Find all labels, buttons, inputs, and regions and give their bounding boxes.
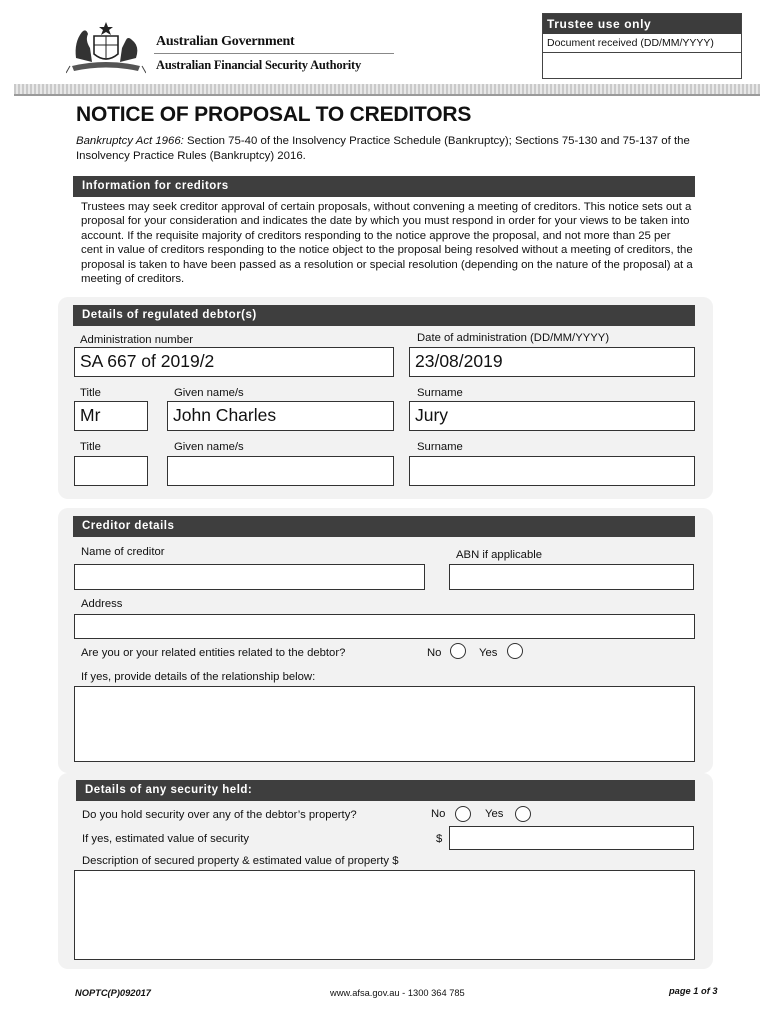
abn-field[interactable] (449, 564, 694, 590)
debtor1-title-value: Mr (80, 405, 101, 425)
header-divider (154, 53, 394, 54)
agency-name: Australian Financial Security Authority (156, 58, 362, 72)
form-code: NOPTC(P)092017 (75, 988, 151, 998)
page-number: page 1 of 3 (669, 986, 718, 996)
admin-number-label: Administration number (80, 334, 194, 346)
security-no-radio[interactable] (455, 806, 471, 822)
admin-date-value: 23/08/2019 (415, 351, 503, 371)
security-yes-label: Yes (485, 808, 504, 820)
coat-of-arms-icon (66, 18, 146, 76)
security-question: Do you hold security over any of the debtor’s property? (82, 809, 357, 821)
act-sections: Section 75-40 of the Insolvency Practice Schedule (Bankruptcy); Sections 75-130 and 75-137 of the Insolvency Practice Rules (Bankruptcy) 2016. (76, 135, 690, 162)
debtor1-given-value: John Charles (173, 405, 277, 425)
debtor-section-heading: Details of regulated debtor(s) (73, 305, 695, 326)
act-name: Bankruptcy Act 1966: (76, 135, 184, 147)
address-label: Address (81, 598, 123, 610)
related-question: Are you or your related entities related to the debtor? (81, 647, 346, 659)
header-banner-line (14, 94, 760, 96)
debtor2-given-field[interactable] (167, 456, 394, 486)
debtor2-surname-label: Surname (417, 441, 463, 453)
address-field[interactable] (74, 614, 695, 639)
debtor1-given-field[interactable] (167, 401, 394, 431)
debtor1-title-field[interactable] (74, 401, 148, 431)
form-legislation (76, 134, 696, 164)
admin-date-field[interactable] (409, 347, 695, 377)
trustee-use-heading: Trustee use only (543, 14, 741, 34)
document-received-label: Document received (DD/MM/YYYY) (543, 34, 741, 53)
estimated-value-currency: $ (436, 833, 443, 845)
debtor2-title-field[interactable] (74, 456, 148, 486)
admin-date-label: Date of administration (DD/MM/YYYY) (417, 332, 610, 344)
header-banner (14, 84, 760, 94)
secured-property-field[interactable] (74, 870, 695, 960)
creditor-name-label: Name of creditor (81, 546, 165, 558)
security-yes-radio[interactable] (515, 806, 531, 822)
debtor1-title-label: Title (80, 387, 101, 399)
info-section-heading: Information for creditors (73, 176, 695, 197)
relationship-details-field[interactable] (74, 686, 695, 762)
secured-property-label: Description of secured property & estimated value of property $ (82, 855, 399, 867)
related-no-radio[interactable] (450, 643, 466, 659)
admin-number-value: SA 667 of 2019/2 (80, 351, 215, 371)
security-section-heading: Details of any security held: (76, 780, 695, 801)
related-yes-radio[interactable] (507, 643, 523, 659)
abn-label: ABN if applicable (456, 549, 543, 561)
estimated-value-label: If yes, estimated value of security (82, 833, 250, 845)
debtor2-title-label: Title (80, 441, 101, 453)
security-no-label: No (431, 808, 446, 820)
related-yes-label: Yes (479, 647, 498, 659)
contact-info: www.afsa.gov.au - 1300 364 785 (330, 988, 465, 998)
debtor1-surname-value: Jury (415, 405, 449, 425)
admin-number-field[interactable] (74, 347, 394, 377)
related-no-label: No (427, 647, 442, 659)
debtor1-given-label: Given name/s (174, 387, 244, 399)
document-received-field[interactable] (543, 54, 741, 78)
creditor-section-heading: Creditor details (73, 516, 695, 537)
debtor2-surname-field[interactable] (409, 456, 695, 486)
creditor-name-field[interactable] (74, 564, 425, 590)
debtor1-surname-field[interactable] (409, 401, 695, 431)
government-name: Australian Government (156, 34, 295, 49)
debtor1-surname-label: Surname (417, 387, 463, 399)
info-body-text: Trustees may seek creditor approval of certain proposals, without convening a meeting of creditors. This notice sets out a proposal for your consideration and indicates the date by which you must respond in order for your views to be taken into account. If the requisite majority of creditors responding to the notice approve the proposal, and not more than 25 per cent in value of creditors responding to the notice object to the proposal being resolved without a meeting of creditors, the proposal is taken to have been passed as a resolution or special resolution (depending on the nature of the proposal) at a meeting of creditors. (81, 201, 693, 286)
government-logo (66, 18, 396, 78)
form-title: NOTICE OF PROPOSAL TO CREDITORS (76, 103, 472, 126)
estimated-value-field[interactable] (449, 826, 694, 850)
relationship-label: If yes, provide details of the relationship below: (81, 671, 316, 683)
debtor2-given-label: Given name/s (174, 441, 244, 453)
trustee-use-box (542, 13, 742, 79)
